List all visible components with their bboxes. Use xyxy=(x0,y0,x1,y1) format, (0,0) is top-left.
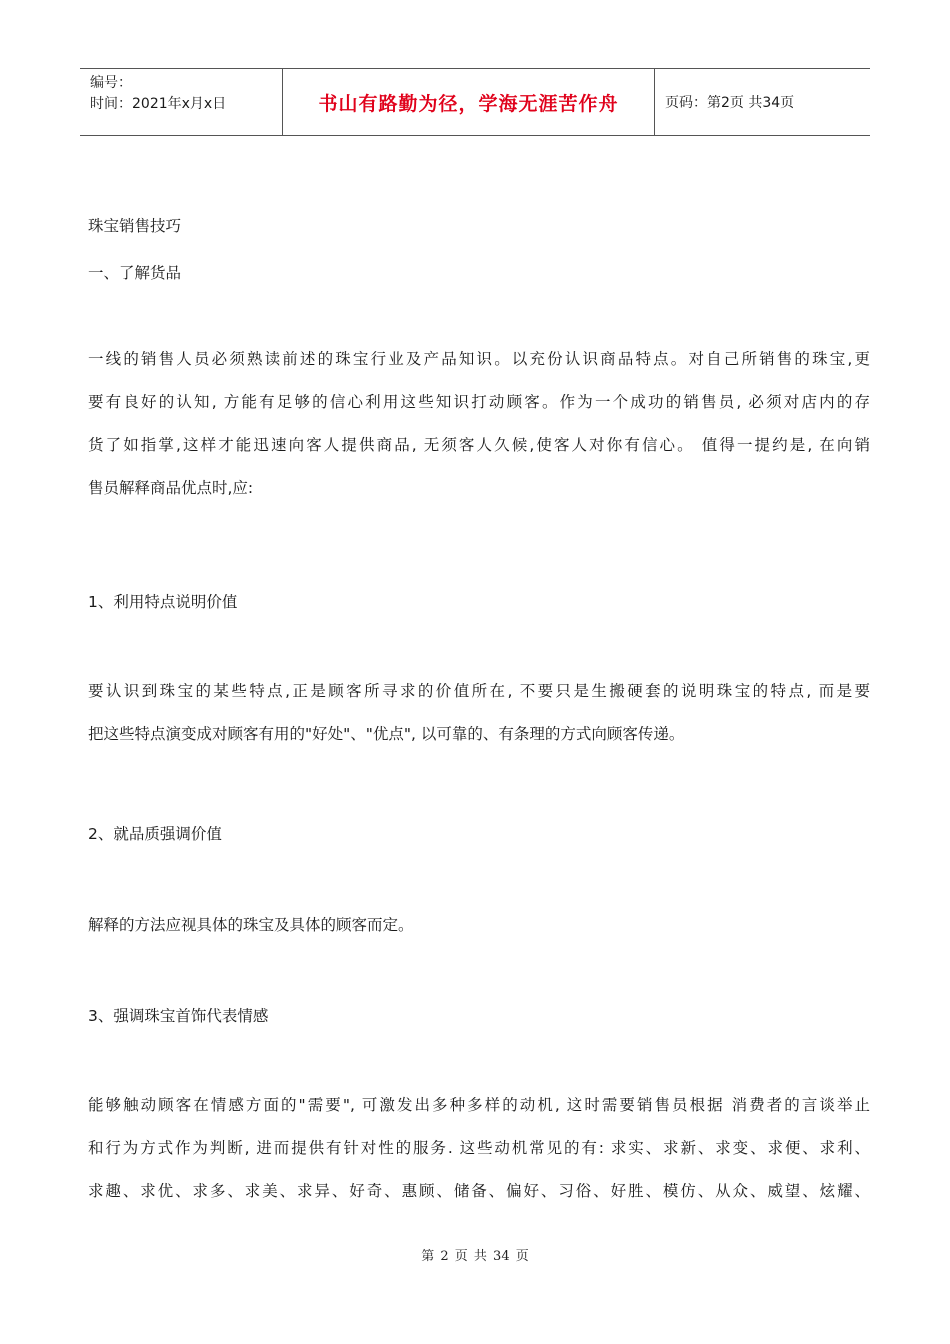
paragraph-line: 求趣、求优、求多、求美、求异、好奇、惠顾、储备、偏好、习俗、好胜、模仿、从众、威望、炫耀、 xyxy=(88,1182,870,1200)
paragraph-2 xyxy=(88,670,870,756)
paragraph-line: 要认识到珠宝的某些特点,正是顾客所寻求的价值所在, 不要只是生搬硬套的说明珠宝的特点, 而是要 xyxy=(88,682,870,700)
paragraph-line: 要有良好的认知, 方能有足够的信心利用这些知识打动顾客。作为一个成功的销售员, 必须对店内的存 xyxy=(88,393,870,411)
page-header xyxy=(80,68,870,136)
page-footer: 第 2 页 共 34 页 xyxy=(421,1249,529,1264)
header-meta xyxy=(80,69,282,135)
paragraph-line: 和行为方式作为判断, 进而提供有针对性的服务. 这些动机常见的有: 求实、求新、求变、求便、求利、 xyxy=(88,1139,870,1157)
header-page-info: 页码：第2页 共34页 xyxy=(665,95,795,111)
paragraph-1 xyxy=(88,338,870,510)
paragraph-line: 把这些特点演变成对顾客有用的"好处"、"优点", 以可靠的、有条理的方式向顾客传递。 xyxy=(88,725,685,743)
paragraph-line: 一线的销售人员必须熟读前述的珠宝行业及产品知识。以充份认识商品特点。对自己所销售的珠宝,更 xyxy=(88,350,870,368)
paragraph-4 xyxy=(88,1084,870,1213)
document-title: 珠宝销售技巧 xyxy=(88,217,182,235)
item-heading-1: 1、利用特点说明价值 xyxy=(88,593,238,611)
paragraph-3: 解释的方法应视具体的珠宝及具体的顾客而定。 xyxy=(88,916,414,934)
time-label: 时间：2021年x月x日 xyxy=(90,96,227,112)
section-heading-1: 一、了解货品 xyxy=(88,264,182,282)
paragraph-line: 货了如指掌,这样才能迅速向客人提供商品, 无须客人久候,使客人对你有信心。 值得一提约是, 在向销 xyxy=(88,436,870,454)
header-motto: 书山有路勤为径，学海无涯苦作舟 xyxy=(282,69,655,135)
item-heading-2: 2、就品质强调价值 xyxy=(88,825,222,843)
paragraph-line: 售员解释商品优点时,应: xyxy=(88,479,254,497)
paragraph-line: 能够触动顾客在情感方面的"需要", 可激发出多种多样的动机, 这时需要销售员根据 消费者的言谈举止 xyxy=(88,1096,870,1114)
code-label: 编号： xyxy=(90,75,132,91)
item-heading-3: 3、强调珠宝首饰代表情感 xyxy=(88,1007,269,1025)
